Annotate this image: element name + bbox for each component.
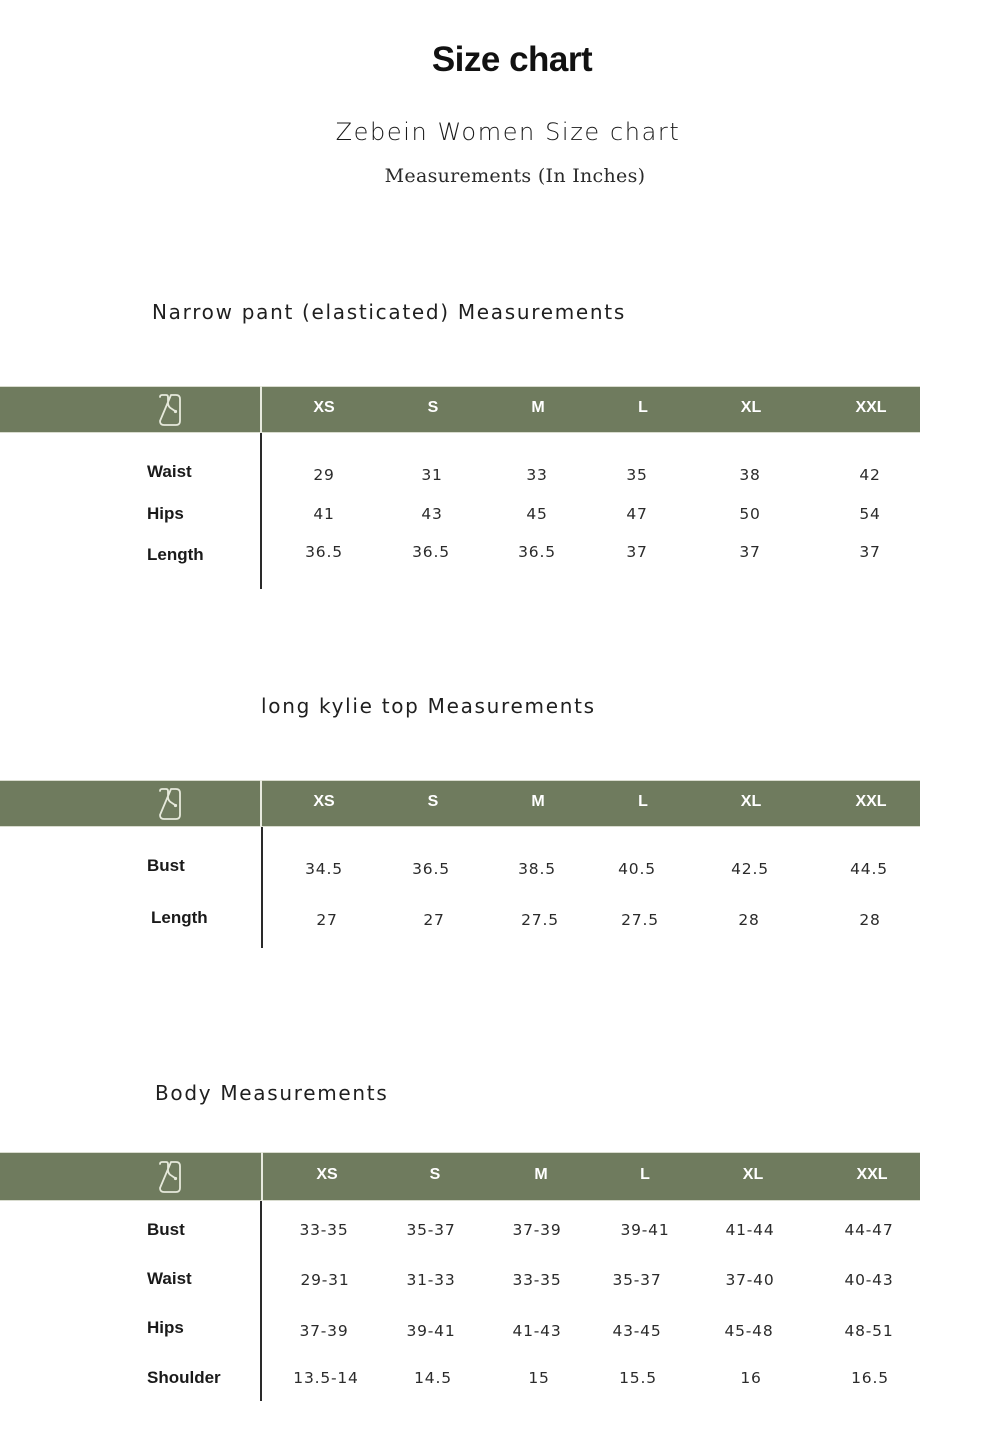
size-header-xl: XL <box>742 1166 764 1183</box>
table-cell: 37 <box>859 543 881 561</box>
table-cell: 45 <box>526 505 548 523</box>
size-header-s: S <box>427 399 439 416</box>
table-cell: 37 <box>626 543 648 561</box>
table-cell: 41-43 <box>512 1322 562 1340</box>
row-label-hips: Hips <box>147 1318 184 1337</box>
measuring-tape-icon <box>157 787 183 821</box>
size-header-l: L <box>638 793 648 810</box>
page-title: Size chart <box>431 40 593 79</box>
table-cell: 16 <box>740 1369 762 1387</box>
table-cell: 37-40 <box>725 1271 775 1289</box>
row-label-bust: Bust <box>147 856 185 875</box>
size-header-xs: XS <box>313 399 335 416</box>
table-cell: 33-35 <box>512 1271 562 1289</box>
section-title-body: Body Measurements <box>155 1081 389 1105</box>
table-cell: 36.5 <box>412 543 450 561</box>
table-cell: 28 <box>859 911 881 929</box>
row-label-bust: Bust <box>147 1220 185 1239</box>
table-cell: 47 <box>626 505 648 523</box>
table-cell: 13.5-14 <box>293 1369 359 1387</box>
units-caption: Measurements (In Inches) <box>384 165 646 187</box>
table-cell: 31-33 <box>406 1271 456 1289</box>
table-cell: 48-51 <box>844 1322 894 1340</box>
size-header-xxl: XXL <box>856 1166 888 1183</box>
table-cell: 29-31 <box>300 1271 350 1289</box>
section-title-kylie-top: long kylie top Measurements <box>261 694 596 718</box>
size-header-s: S <box>427 793 439 810</box>
measuring-tape-icon <box>157 393 183 427</box>
table-cell: 39-41 <box>406 1322 456 1340</box>
row-label-shoulder: Shoulder <box>147 1368 221 1387</box>
table-cell: 37-39 <box>512 1221 562 1239</box>
table-cell: 37 <box>739 543 761 561</box>
row-label-length: Length <box>151 908 208 927</box>
table-cell: 38 <box>739 466 761 484</box>
column-divider <box>260 1201 262 1401</box>
column-divider <box>261 827 263 948</box>
table-cell: 28 <box>738 911 760 929</box>
size-header-xxl: XXL <box>855 399 887 416</box>
table-cell: 34.5 <box>305 860 343 878</box>
size-header-s: S <box>429 1166 441 1183</box>
table-cell: 31 <box>421 466 443 484</box>
table-cell: 36.5 <box>412 860 450 878</box>
size-header-xs: XS <box>313 793 335 810</box>
table-cell: 36.5 <box>518 543 556 561</box>
table-cell: 44.5 <box>850 860 888 878</box>
table-cell: 42.5 <box>731 860 769 878</box>
table-cell: 44-47 <box>844 1221 894 1239</box>
row-label-waist: Waist <box>147 1269 192 1288</box>
size-header-m: M <box>531 793 545 810</box>
table-cell: 43 <box>421 505 443 523</box>
table-cell: 43-45 <box>612 1322 662 1340</box>
row-label-hips: Hips <box>147 504 184 523</box>
table-cell: 54 <box>859 505 881 523</box>
table-cell: 29 <box>313 466 335 484</box>
section-title-narrow-pant: Narrow pant (elasticated) Measurements <box>152 300 626 324</box>
table-cell: 40.5 <box>618 860 656 878</box>
size-header-xl: XL <box>740 793 762 810</box>
table-cell: 45-48 <box>724 1322 774 1340</box>
row-label-length: Length <box>147 545 204 564</box>
table-cell: 27 <box>423 911 445 929</box>
table-cell: 35-37 <box>612 1271 662 1289</box>
header-divider <box>260 386 262 433</box>
size-header-xxl: XXL <box>855 793 887 810</box>
table-cell: 14.5 <box>414 1369 452 1387</box>
table-cell: 50 <box>739 505 761 523</box>
table-cell: 27.5 <box>521 911 559 929</box>
table-cell: 27.5 <box>621 911 659 929</box>
table-cell: 36.5 <box>305 543 343 561</box>
table-cell: 42 <box>859 466 881 484</box>
table-cell: 35 <box>626 466 648 484</box>
header-divider <box>260 780 262 827</box>
table-cell: 35-37 <box>406 1221 456 1239</box>
table-cell: 16.5 <box>851 1369 889 1387</box>
table-cell: 40-43 <box>844 1271 894 1289</box>
table-cell: 39-41 <box>620 1221 670 1239</box>
table-cell: 27 <box>316 911 338 929</box>
table-cell: 33 <box>526 466 548 484</box>
table-cell: 15.5 <box>619 1369 657 1387</box>
table-cell: 37-39 <box>299 1322 349 1340</box>
size-header-xl: XL <box>740 399 762 416</box>
size-header-l: L <box>638 399 648 416</box>
table-cell: 33-35 <box>299 1221 349 1239</box>
table-cell: 41-44 <box>725 1221 775 1239</box>
measuring-tape-icon <box>157 1160 183 1194</box>
header-divider <box>261 1152 263 1201</box>
size-header-xs: XS <box>316 1166 338 1183</box>
table-cell: 15 <box>528 1369 550 1387</box>
column-divider <box>260 433 262 589</box>
table-cell: 41 <box>313 505 335 523</box>
row-label-waist: Waist <box>147 462 192 481</box>
size-header-m: M <box>531 399 545 416</box>
table-cell: 38.5 <box>518 860 556 878</box>
chart-subtitle: Zebein Women Size chart <box>335 118 681 146</box>
size-header-m: M <box>534 1166 548 1183</box>
size-header-l: L <box>640 1166 650 1183</box>
